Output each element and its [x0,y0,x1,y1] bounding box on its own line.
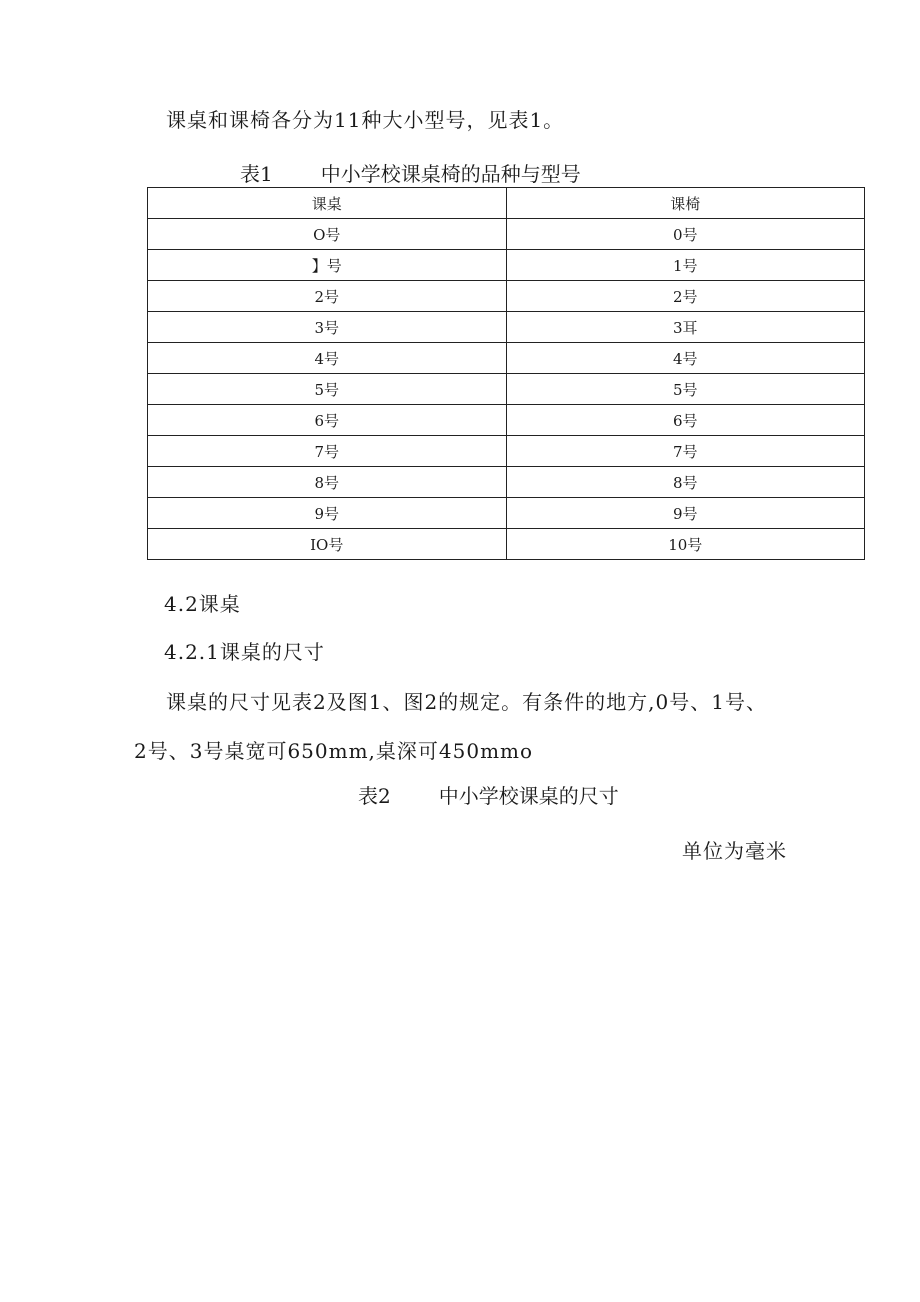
table-row [148,436,865,467]
table2-caption-title: 中小学校课桌的尺寸 [438,784,619,808]
chair-cell: 3耳 [506,312,865,343]
desk-cell: 9号 [148,498,507,529]
table-row [148,281,865,312]
chair-cell: 7号 [506,436,865,467]
table-row [148,405,865,436]
table-row [148,467,865,498]
model-table [147,187,865,560]
chair-cell: 0号 [506,219,865,250]
section-heading-4-2-1: 4.2.1课桌的尺寸 [164,640,325,664]
table1-caption-title: 中小学校课桌椅的品种与型号 [320,162,581,186]
intro-text: 课桌和课椅各分为11种大小型号，见表1。 [166,108,565,132]
paragraph-line-2: 2号、3号桌宽可650mm,桌深可450mmo [134,739,534,763]
desk-cell: 】号 [148,250,507,281]
chair-cell: 1号 [506,250,865,281]
table-row [148,219,865,250]
chair-cell: 8号 [506,467,865,498]
chair-cell: 4号 [506,343,865,374]
table1-caption-number: 表1 [240,162,273,186]
table2-caption-number: 表2 [358,784,391,808]
chair-cell: 2号 [506,281,865,312]
unit-note: 单位为毫米 [682,839,787,863]
desk-cell: IO号 [148,529,507,560]
table-row [148,343,865,374]
table2-caption [358,780,619,809]
desk-cell: 8号 [148,467,507,498]
header-chair: 课椅 [506,188,865,219]
table-row [148,498,865,529]
header-desk: 课桌 [148,188,507,219]
table-header-row [148,188,865,219]
desk-cell: 5号 [148,374,507,405]
desk-cell: 6号 [148,405,507,436]
paragraph-line-1: 课桌的尺寸见表2及图1、图2的规定。有条件的地方,0号、1号、 [166,690,767,714]
desk-cell: 4号 [148,343,507,374]
chair-cell: 10号 [506,529,865,560]
section-heading-4-2: 4.2课桌 [164,592,241,616]
chair-cell: 5号 [506,374,865,405]
chair-cell: 9号 [506,498,865,529]
desk-cell: O号 [148,219,507,250]
table-row [148,529,865,560]
desk-cell: 2号 [148,281,507,312]
table1-caption [240,158,581,187]
table-row [148,374,865,405]
table-row [148,312,865,343]
table-row [148,250,865,281]
desk-cell: 7号 [148,436,507,467]
chair-cell: 6号 [506,405,865,436]
desk-cell: 3号 [148,312,507,343]
